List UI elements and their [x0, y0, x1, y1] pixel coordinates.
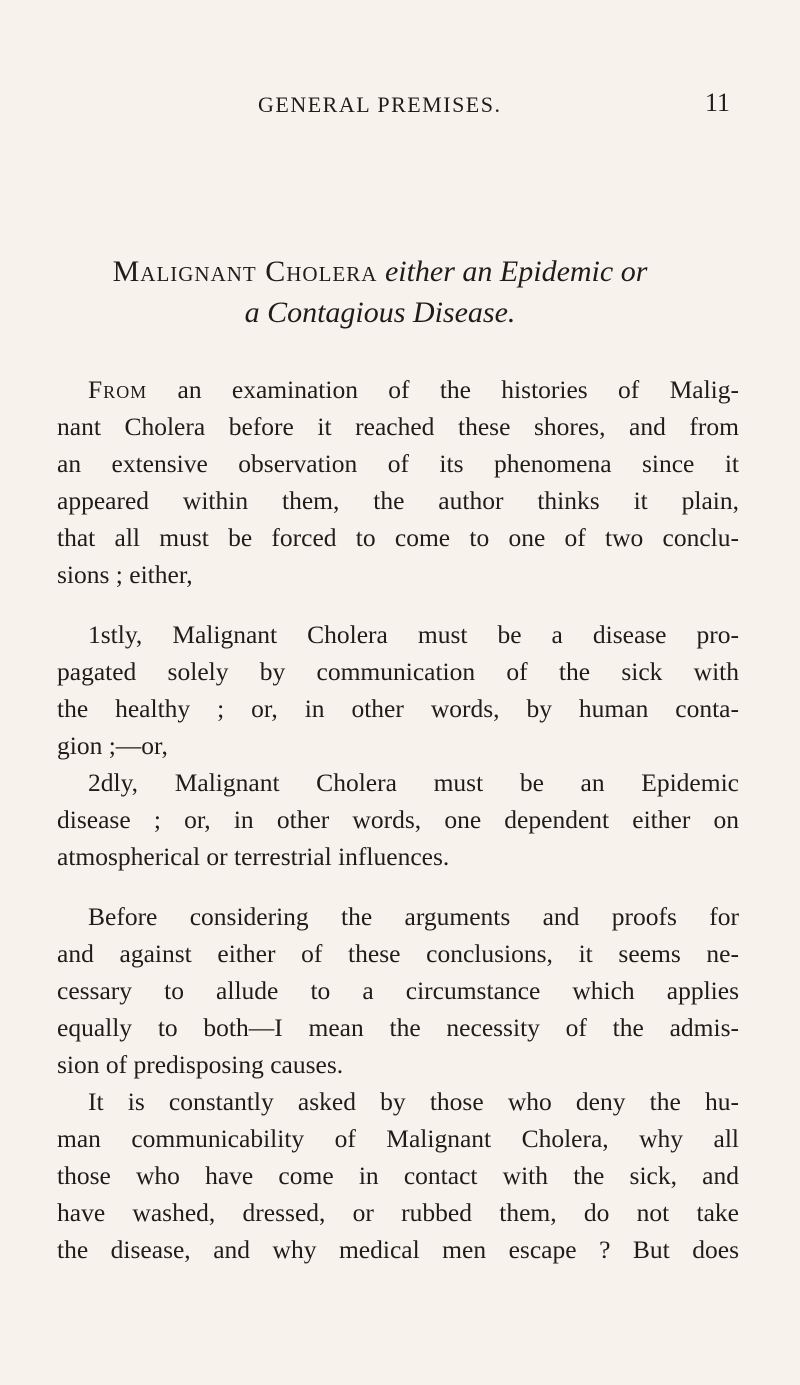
paragraph-5-line-3: those who have come in contact with the sick, and — [57, 1161, 739, 1190]
paragraph-1-line-3: an extensive observation of its phenomena since it — [57, 449, 739, 478]
paragraph-4-line-1: Before considering the arguments and proofs for — [88, 902, 739, 931]
paragraph-3-line-2: disease ; or, in other words, one dependent either on — [57, 805, 739, 834]
paragraph-3-line-1: 2dly, Malignant Cholera must be an Epidemic — [88, 768, 739, 797]
section-title-italic: either an Epidemic or — [384, 255, 648, 288]
paragraph-4-line-3: cessary to allude to a circumstance which applies — [57, 976, 739, 1005]
paragraph-5-line-2: man communicability of Malignant Cholera, why all — [57, 1124, 739, 1153]
paragraph-2-line-1: 1stly, Malignant Cholera must be a disease pro- — [88, 620, 739, 649]
paragraph-1-line-2: nant Cholera before it reached these shores, and from — [57, 412, 739, 441]
paragraph-3-line-3: atmospherical or terrestrial influences. — [57, 842, 450, 871]
paragraph-1-line-4: appeared within them, the author thinks it plain, — [57, 486, 739, 515]
paragraph-1-line-1 — [88, 375, 739, 405]
paragraph-5-line-4: have washed, dressed, or rubbed them, do not take — [57, 1198, 739, 1227]
section-title-smallcaps: Malignant Cholera — [112, 255, 378, 288]
paragraph-1-lead-word: From — [88, 375, 148, 404]
paragraph-5-line-5: the disease, and why medical men escape ? But does — [57, 1235, 739, 1264]
paragraph-4-line-2: and against either of these conclusions, it seems ne- — [57, 939, 739, 968]
paragraph-4-line-4: equally to both—I mean the necessity of the admis- — [57, 1013, 739, 1042]
paragraph-2-line-3: the healthy ; or, in other words, by human conta- — [57, 694, 739, 723]
section-title-line-2: a Contagious Disease. — [244, 296, 516, 329]
paragraph-1-line-5: that all must be forced to come to one of two conclu- — [57, 523, 739, 552]
paragraph-5-line-1: It is constantly asked by those who deny the hu- — [88, 1087, 739, 1116]
paragraph-1-first-line-text: an examination of the histories of Malig- — [147, 375, 739, 404]
paragraph-4-line-5: sion of predisposing causes. — [57, 1050, 344, 1079]
paragraph-2-line-2: pagated solely by communication of the sick with — [57, 657, 739, 686]
section-title-line-1 — [0, 255, 780, 289]
paragraph-2-line-4: gion ;—or, — [57, 731, 168, 760]
running-head: GENERAL PREMISES. — [258, 92, 502, 117]
page-number: 11 — [705, 88, 731, 117]
paragraph-1-line-6: sions ; either, — [57, 560, 193, 589]
